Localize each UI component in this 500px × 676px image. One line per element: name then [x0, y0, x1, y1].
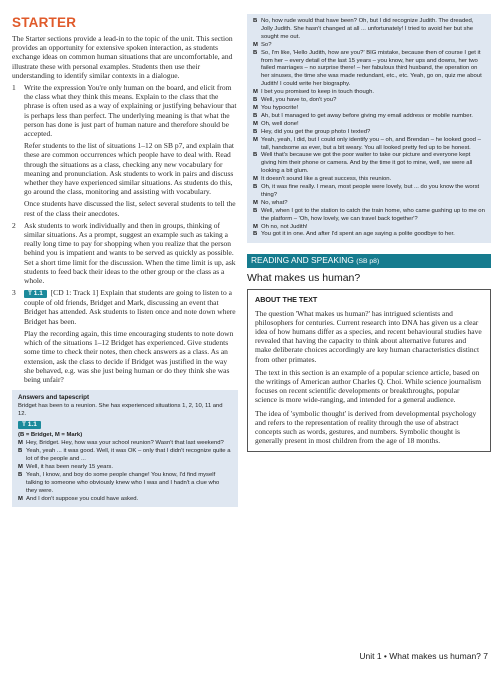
- cd-track-ref: [CD 1: Track 1]: [50, 288, 99, 298]
- dialogue-line: B Hey, did you get the group photo I texted?: [253, 128, 371, 135]
- dialogue-line: B Yeah, I know, and boy do some people change! You know, I'd find myself talking to someone who obviously knew who I was and I hadn't a clue who they were.: [18, 472, 220, 495]
- step-paragraph: [24, 288, 238, 326]
- dialogue-line: M Well, it has been nearly 15 years.: [18, 464, 113, 471]
- dialogue-line: M Hey, Bridget. Hey, how was your school reunion? Wasn't that last weekend?: [18, 440, 224, 447]
- reading-speaking-banner: [247, 254, 491, 268]
- dialogue-line: B Well, when I got to the station to catch the train home, who came gushing up to me on the platform – 'Oh, how lovely, we can travel back together'?: [253, 207, 485, 222]
- dialogue-line: B Oh, it was fine really. I mean, most people were lovely, but ... do you know the worst thing?: [253, 184, 480, 198]
- dialogue-line: M No, what?: [253, 199, 288, 206]
- step-paragraph: Once students have discussed the list, select several students to tell the rest of the class their anecdotes.: [24, 199, 236, 218]
- section-subtitle: What makes us human?: [247, 272, 361, 285]
- dialogue-continued: [247, 14, 491, 243]
- dialogue-line: M Oh, well done!: [253, 120, 299, 127]
- dialogue-line: B Ah, but I managed to get away before giving my email address or mobile number.: [253, 112, 473, 119]
- about-paragraph: The idea of 'symbolic thought' is derived from developmental psychology and refers to the representation of reality through the use of abstract concepts such as words, gestures, and numbers. Symbolic thought is generally present in most children from the age of 18 months.: [255, 408, 477, 446]
- step-paragraph: Ask students to work individually and then in groups, thinking of similar situations. As a prompt, suggest an example such as taking a really long time to pay for shopping when you realize that the person behind you is impatient and wants to be served as quickly as possible. Set a short time limit for the discussion. When the time limit is up, ask students to feed back their ideas to the other group or the class as a whole.: [24, 220, 236, 286]
- step-2: [12, 221, 238, 285]
- dialogue-line: M So?: [253, 41, 272, 48]
- dialogue-line: B Well, you have to, don't you?: [253, 97, 337, 104]
- step-1: [12, 83, 238, 218]
- about-the-text-box: [247, 289, 491, 452]
- step-paragraph: Refer students to the list of situations 1–12 on SB p7, and explain that these are common occurrences which people have to deal with. Read through the situations as a class, checking any new vocabulary for meaning and pronunciation. Ask students to work in pairs and discuss whether they have experienced similar situations. As students do this, go around the class, monitoring and assisting with vocabulary.: [24, 141, 234, 197]
- track-badge: T 1.1: [24, 290, 47, 298]
- step-3: [12, 288, 238, 384]
- answers-box: [12, 390, 238, 507]
- banner-page-ref: (SB p8): [356, 258, 380, 266]
- dialogue-line: M Yeah, yeah, I did, but I could only identify you – oh, and Brendan – he looked good – tall, handsome as ever, but a bit weary. You all looked pretty fed up to be honest.: [253, 136, 481, 151]
- page-footer: Unit 1 • What makes us human? 7: [359, 651, 488, 661]
- dialogue-line: M I bet you promised to keep in touch though.: [253, 89, 374, 96]
- left-column: [12, 0, 238, 507]
- track-badge: T 1.1: [18, 421, 41, 429]
- starter-intro: The Starter sections provide a lead-in to the topic of the unit. This section provides an opportunity for extensive spoken interaction, as students exchange ideas on common human situations that are uncomfortable, and illustrate these with personal examples. Students then use their understanding to identify similar contexts in a dialogue.: [12, 34, 233, 80]
- answers-heading: Answers and tapescript: [18, 394, 90, 402]
- dialogue-line: B So, I'm like, 'Hello Judith, how are you?' BIG mistake, because then of course I get it from her – every detail of the last 15 years – you know, her ups and downs, her two failed marriages – no surprise there! – her fabulous third husband, the operation on her sinuses, the time she was made redundant, etc., etc. Yeah, go on, quiz me about Judith! I could write her biography.: [253, 49, 482, 88]
- dialogue-line: B Yeah, yeah ... it was good. Well, it was OK – only that I didn't recognize quite a lot of the people and ...: [18, 448, 231, 463]
- banner-title: READING AND SPEAKING: [251, 255, 354, 266]
- answer-text: Bridget has been to a reunion. She has experienced situations 1, 2, 10, 11 and 12.: [18, 403, 223, 418]
- about-heading: ABOUT THE TEXT: [255, 295, 318, 305]
- dialogue-line: M And I don't suppose you could have asked.: [18, 496, 139, 503]
- dialogue-line: B Well that's because we got the poor waiter to take our picture and everyone kept giving him their phone or camera. And by the time it got to mine, well, we were all looking a bit glum.: [253, 152, 473, 175]
- about-paragraph: The question 'What makes us human?' has intrigued scientists and philosophers for centuries. Current research into DNA has given us a clear idea of how humans differ as a species, and recent behavioural studies have revealed that having the capacity to think about alternative futures and make deliberate choices accordingly are key human characteristics distinct from other primates.: [255, 308, 482, 364]
- step-paragraph: Play the recording again, this time encouraging students to note down which of the situations 1–12 Bridget has experienced. Give students some time to check their notes, then check answers as a class. As an extension, ask the class to decide if Bridget was justified in the way she behaved, e.g. was she just being human or do they think she was being unfair?: [24, 328, 234, 384]
- step-number: 2: [12, 220, 16, 230]
- right-column: [247, 0, 491, 452]
- step-text: Explain that students are going to listen to a couple of old friends, Bridget and Mark, discussing an event that Bridget has attended. Ask students to listen once and note down where Bridget has been.: [24, 288, 236, 326]
- dialogue-line: M You hypocrite!: [253, 104, 299, 111]
- step-number: 3: [12, 288, 16, 298]
- step-paragraph: Write the expression You're only human on the board, and elicit from the class what they think this means. Explain to the class that the phrase is often used as a way of explaining or justifying behaviour that is perhaps less than perfect. The underlying meaning is that what the person has done is just part of human nature and therefore should be accepted.: [24, 83, 237, 139]
- about-paragraph: The text in this section is an example of a popular science article, based on the writings of American author Charles Q. Choi. While science journalism focuses on recent scientific developments or breakthroughs, popular science is more wide-ranging, and intended for a general audience.: [255, 367, 482, 405]
- starter-heading: STARTER: [12, 15, 77, 30]
- dialogue-line: B You got it in one. And after I'd spent an age saying a polite goodbye to her.: [253, 231, 455, 238]
- dialogue-line: M Oh no, not Judith!: [253, 223, 308, 230]
- cast-list: (B = Bridget, M = Mark): [18, 432, 83, 439]
- dialogue-line: B No, how rude would that have been? Oh, but I did recognize Judith. The dreaded, Jolly Judith. She hasn't changed at all ... unfortunately! I tried to avoid her but she sought me out.: [253, 18, 474, 40]
- step-number: 1: [12, 83, 16, 93]
- dialogue-line: M It doesn't sound like a great success, this reunion.: [253, 176, 392, 183]
